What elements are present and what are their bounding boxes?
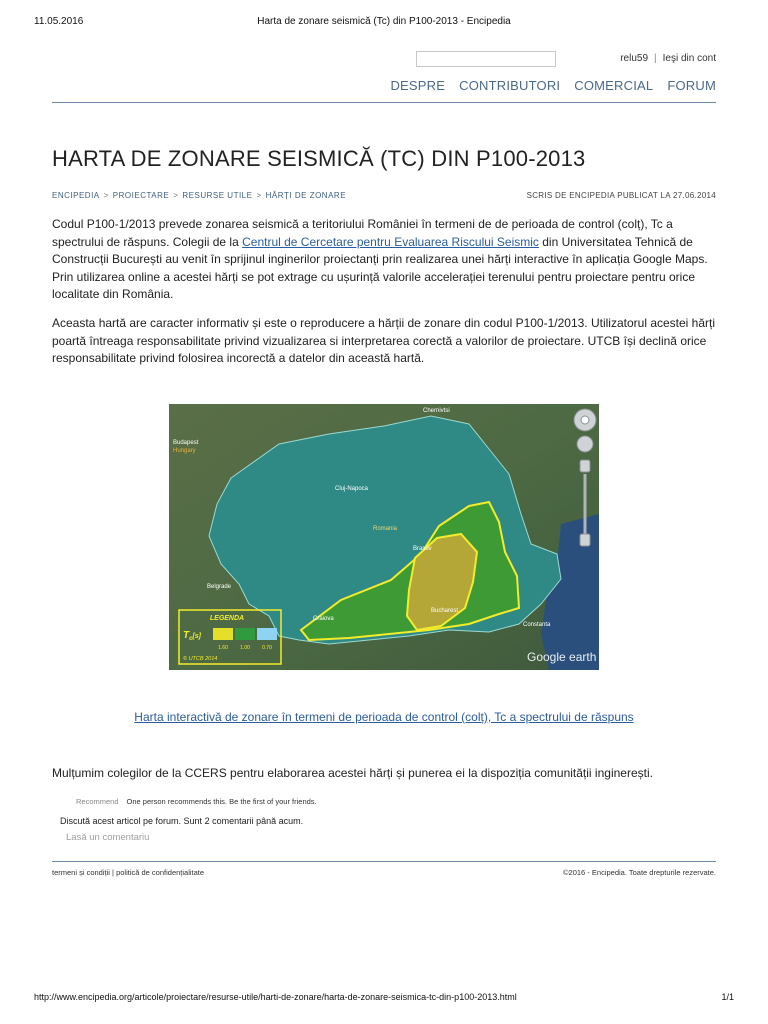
legend-credit: © UTCB 2014 [183, 656, 218, 662]
breadcrumb-resurse-utile[interactable]: RESURSE UTILE [182, 191, 253, 200]
print-footer [34, 992, 734, 1004]
username-link[interactable]: relu59 [620, 53, 649, 64]
thanks-paragraph: Mulțumim colegilor de la CCERS pentru elaborarea acestei hărți și punerea ei la dispoziția comunității inginerești. [52, 766, 653, 780]
legend-value: 1.60 [218, 645, 228, 651]
user-links [620, 53, 716, 64]
city-label: Craiova [313, 616, 334, 622]
print-page-title: Harta de zonare seismică (Tc) din P100-2013 - Encipedia [257, 16, 511, 27]
separator: | [654, 53, 657, 64]
logout-link[interactable]: Ieşi din cont [662, 53, 716, 64]
interactive-map-link[interactable]: Harta interactivă de zonare în termeni de perioada de control (colț), Tc a spectrului de răspuns [134, 710, 634, 724]
breadcrumb-chevron-icon: > [173, 191, 179, 200]
copyright: ©2016 - Encipedia. Toate drepturile rezervate. [563, 868, 716, 877]
recommend-text: One person recommends this. Be the first of your friends. [126, 797, 317, 806]
seismic-map-image[interactable] [169, 404, 599, 670]
city-label: Budapest [173, 440, 199, 446]
zoom-out-icon[interactable] [580, 534, 590, 546]
ccers-link[interactable]: Centrul de Cercetare pentru Evaluarea Riscului Seismic [242, 234, 539, 249]
article-byline: SCRIS DE ENCIPEDIA PUBLICAT LA 27.06.2014 [526, 191, 716, 200]
terms-link[interactable]: termeni și condiții [52, 868, 110, 877]
city-label: Brasov [413, 546, 432, 552]
zoom-in-icon[interactable] [580, 460, 590, 472]
legend-swatch-yellow [213, 628, 233, 640]
header-divider [52, 102, 716, 103]
intro-text-end: din Universitatea Tehnică de Construcții București au venit în sprijinul inginerilor proiectanți prin realizarea unei hărți interactive în aplicația Google Maps. Prin utilizarea online a acestei hărți se pot extrage cu ușurință valorile accelerației terenului pentru proiectare pentru orice localitate din România. [52, 234, 708, 301]
forum-discussion-text[interactable]: Discută acest articol pe forum. Sunt 2 comentarii până acum. [60, 816, 304, 826]
main-nav [390, 78, 716, 93]
search-input[interactable] [416, 51, 556, 67]
city-label: Bucharest [431, 608, 459, 614]
leave-comment-link[interactable]: Lasă un comentariu [66, 832, 150, 843]
print-page-count: 1/1 [721, 992, 734, 1002]
city-label: Cluj-Napoca [335, 486, 369, 492]
country-label: Hungary [173, 448, 196, 454]
legend-swatch-blue [257, 628, 277, 640]
country-label: Romania [373, 526, 398, 532]
nav-comercial[interactable]: COMERCIAL [574, 78, 654, 93]
footer-divider [52, 861, 716, 862]
disclaimer-paragraph: Aceasta hartă are caracter informativ și este o reproducere a hărții de zonare din codul P100-1/2013. Utilizatorul acestei hărți poartă întreaga responsabilitate privind vizualizarea si interpretarea corectă a valorilor de proiectare. UTCB își declină orice responsabilitate privind folosirea incorectă a datelor din această hartă. [52, 316, 716, 365]
legend-sub: c [189, 636, 193, 642]
privacy-link[interactable]: politică de confidențialitate [116, 868, 205, 877]
legend-value: 1.00 [240, 645, 250, 651]
intro-text-start: Codul P100-1/2013 prevede zonarea seismică a teritoriului României în termeni de de perioada de control (colț), Tc a spectrului de răspuns. Colegii de la [52, 217, 673, 249]
pan-control-icon[interactable] [577, 436, 593, 452]
map-caption [0, 710, 768, 724]
city-label: Chernivtsi [423, 408, 450, 414]
breadcrumb-chevron-icon: > [103, 191, 109, 200]
nav-despre[interactable]: DESPRE [390, 78, 446, 93]
footer-links: termeni și condiții | politică de confidențialitate [52, 868, 205, 877]
legend-unit: [s] [192, 633, 202, 640]
google-earth-watermark: Google earth [527, 650, 597, 664]
legend-label: T [183, 630, 190, 641]
recommend-row [76, 797, 317, 806]
breadcrumb-encipedia[interactable]: ENCIPEDIA [52, 191, 100, 200]
print-url: http://www.encipedia.org/articole/proiectare/resurse-utile/harti-de-zonare/harta-de-zonare-seismica-tc-din-p100-2013.html [34, 992, 517, 1002]
breadcrumb-chevron-icon: > [256, 191, 262, 200]
legend-value: 0.70 [262, 645, 272, 651]
print-header [34, 16, 734, 30]
nav-forum[interactable]: FORUM [667, 78, 716, 93]
print-date: 11.05.2016 [34, 16, 84, 27]
city-label: Constanta [523, 622, 551, 628]
breadcrumb-harti-de-zonare[interactable]: HĂRȚI DE ZONARE [265, 191, 347, 200]
page-title: HARTA DE ZONARE SEISMICĂ (TC) DIN P100-2013 [52, 146, 586, 171]
city-label: Belgrade [207, 584, 232, 590]
legend-swatch-green [235, 628, 255, 640]
recommend-button[interactable]: Recommend [76, 797, 119, 806]
nav-contributori[interactable]: CONTRIBUTORI [459, 78, 561, 93]
breadcrumb [52, 191, 346, 200]
intro-paragraph [52, 216, 718, 304]
breadcrumb-proiectare[interactable]: PROIECTARE [112, 191, 170, 200]
legend-title: LEGENDA [209, 615, 245, 622]
